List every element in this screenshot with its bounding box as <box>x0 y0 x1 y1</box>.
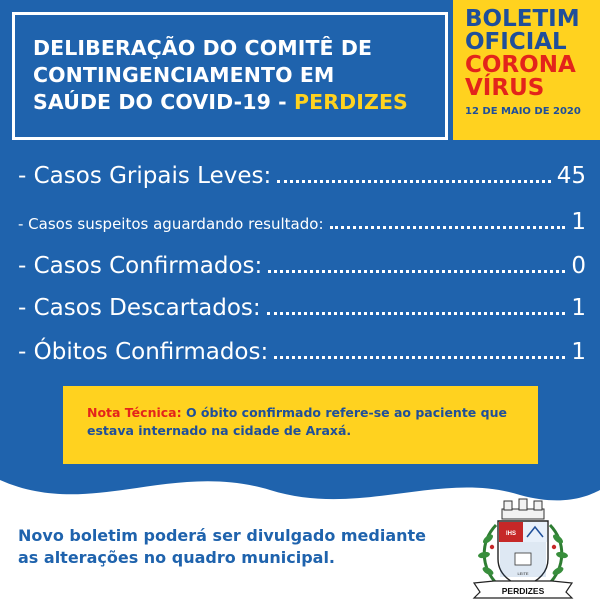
stat-row-confirmed-cases <box>18 253 586 279</box>
dot-leader <box>274 356 565 359</box>
technical-note <box>63 386 538 464</box>
badge-line-corona: CORONA <box>465 52 576 78</box>
bulletin-badge <box>453 0 600 140</box>
badge-date: 12 DE MAIO DE 2020 <box>465 106 581 117</box>
stat-value: 0 <box>571 253 586 279</box>
dot-leader <box>267 312 566 315</box>
title-line-1: DELIBERAÇÃO DO COMITÊ DE <box>33 36 373 60</box>
technical-note-label: Nota Técnica: <box>87 405 182 420</box>
footer-message <box>18 525 428 569</box>
name-banner <box>474 581 572 598</box>
shield-book-text: LEITE <box>517 571 529 576</box>
shield-icon <box>498 521 548 587</box>
badge-line-boletim: BOLETIM <box>465 6 580 32</box>
dot-leader <box>330 226 566 229</box>
mural-crown-icon <box>502 499 544 519</box>
footer-line-2: as alterações no quadro municipal. <box>18 548 335 567</box>
stat-row-discarded-cases <box>18 295 586 321</box>
stat-label: - Casos suspeitos aguardando resultado: <box>18 215 324 233</box>
stat-label: - Casos Confirmados: <box>18 253 263 279</box>
title-city: PERDIZES <box>294 90 408 114</box>
stat-value: 1 <box>571 209 586 235</box>
perdizes-coat-of-arms <box>458 497 588 600</box>
stat-row-mild-flu-cases <box>18 163 586 189</box>
footer-line-1: Novo boletim poderá ser divulgado mediante <box>18 526 427 545</box>
shield-monogram: IHS <box>505 531 517 537</box>
stat-row-confirmed-deaths <box>18 339 586 365</box>
stat-value: 45 <box>556 163 586 189</box>
stat-row-suspected-cases <box>18 209 586 235</box>
dot-leader <box>277 180 551 183</box>
dot-leader <box>268 270 565 273</box>
title-line-3-prefix: SAÚDE DO COVID-19 - <box>33 90 295 114</box>
title-line-2: CONTINGENCIAMENTO EM <box>33 63 335 87</box>
title-line-3 <box>33 89 429 116</box>
stat-value: 1 <box>571 295 586 321</box>
badge-line-oficial: OFICIAL <box>465 29 567 55</box>
stat-label: - Óbitos Confirmados: <box>18 339 269 365</box>
technical-note-text: O óbito confirmado refere-se ao paciente que estava internado na cidade de Araxá. <box>87 405 507 438</box>
badge-line-virus: VÍRUS <box>465 75 545 101</box>
stat-value: 1 <box>571 339 586 365</box>
stat-label: - Casos Descartados: <box>18 295 261 321</box>
banner-text: PERDIZES <box>501 586 545 596</box>
stat-label: - Casos Gripais Leves: <box>18 163 272 189</box>
title-box <box>12 12 448 140</box>
